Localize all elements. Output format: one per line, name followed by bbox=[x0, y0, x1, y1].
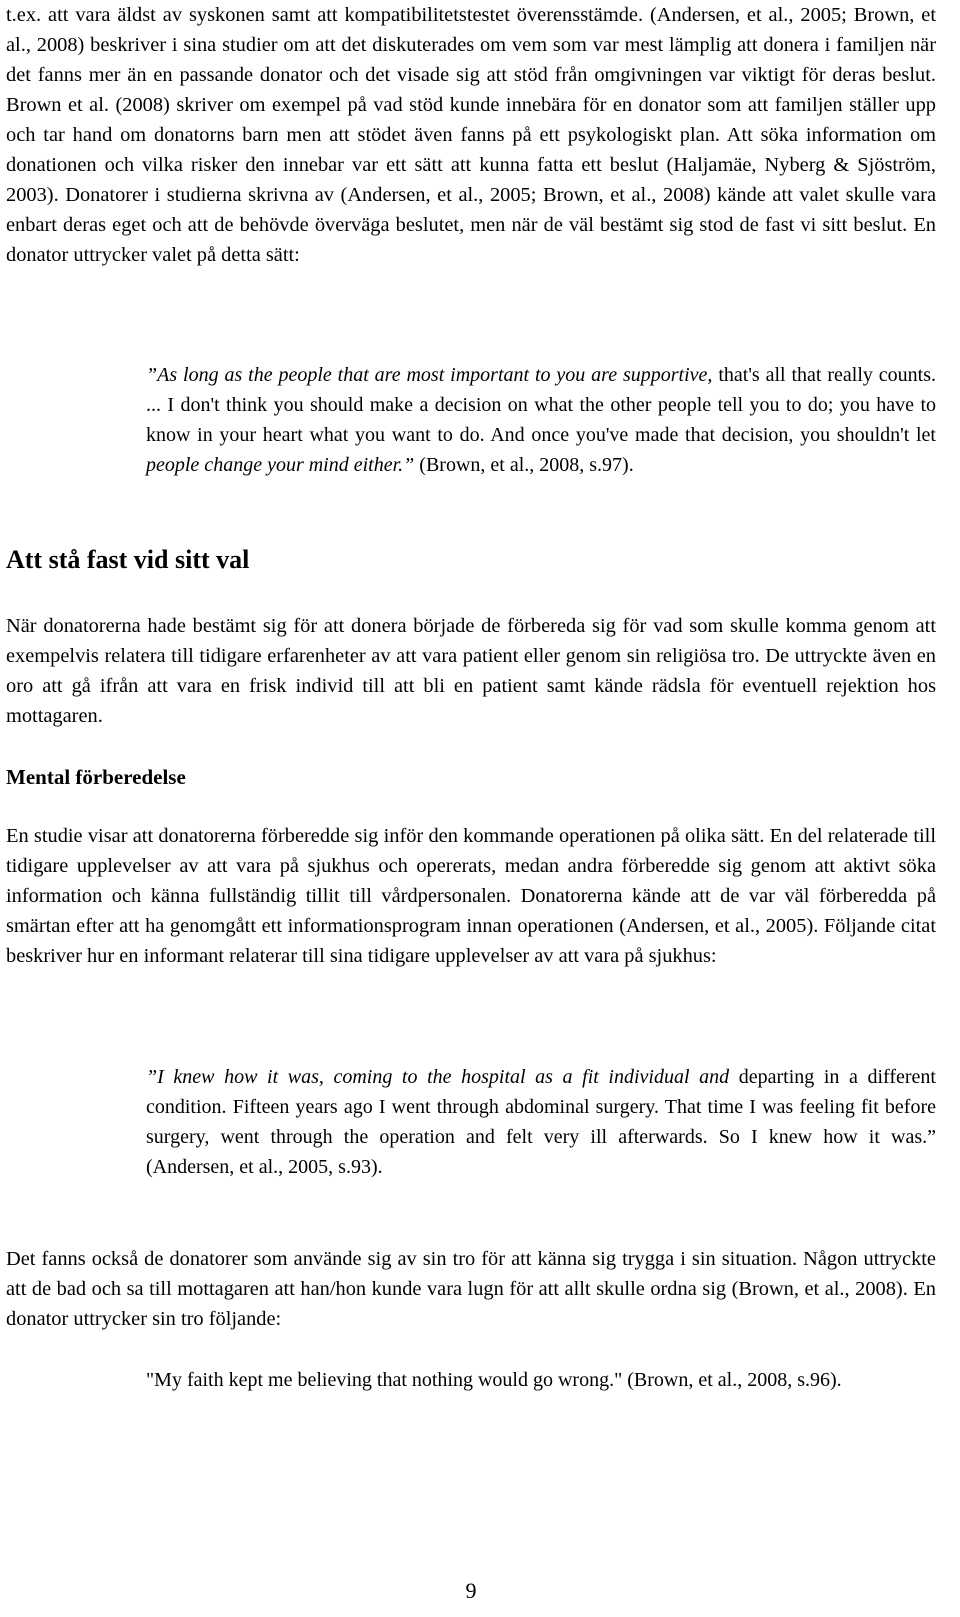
heading-mental-preparation: Mental förberedelse bbox=[6, 765, 186, 789]
quote-citation: (Brown, et al., 2008, s.97). bbox=[414, 454, 634, 476]
quote-citation: (Brown, et al., 2008, s.96). bbox=[622, 1369, 842, 1391]
quote-brown-supportive bbox=[146, 360, 936, 480]
quote-andersen-hospital bbox=[146, 1062, 936, 1182]
paragraph-faith: Det fanns också de donatorer som använde sig av sin tro för att känna sig trygga i sin situation. Någon uttryckte att de bad och sa till mottagaren att han/hon kunde vara lugn för att allt skulle ordna sig (Brown, et al., 2008). En donator uttrycker sin tro följande: bbox=[6, 1248, 936, 1330]
heading-stand-firm: Att stå fast vid sitt val bbox=[6, 545, 250, 574]
quote-body: departing in a different condition. Fifteen years ago I went through abdominal surgery. That time I was feeling fit before surgery, went through the operation and felt very ill afterwards. So I knew how it was.” bbox=[146, 1066, 936, 1148]
paragraph-mental-study: En studie visar att donatorerna förberedde sig inför den kommande operationen på olika sätt. En del relaterade till tidigare upplevelser av att vara på sjukhus och opererats, medan andra förberedde sig genom att aktivt söka information och känna fullständig tillit till vårdpersonalen. Donatorerna kände att de var väl förberedda på smärtan efter att ha genomgått ett informationsprogram innan operationen (Andersen, et al., 2005). Följande citat beskriver hur en informant relaterar till sina tidigare upplevelser av att vara på sjukhus: bbox=[6, 825, 936, 967]
page-number: 9 bbox=[465, 1578, 477, 1603]
quote-citation: (Andersen, et al., 2005, s.93). bbox=[146, 1156, 383, 1178]
quote-brown-faith bbox=[146, 1365, 842, 1395]
quote-body: "My faith kept me believing that nothing would go wrong." bbox=[146, 1369, 623, 1391]
paragraph-preparation: När donatorerna hade bestämt sig för att donera började de förbereda sig för vad som skulle komma genom att exempelvis relatera till tidigare erfarenheter av att vara patient eller genom sin religiösa tro. De uttryckte även en oro att gå ifrån att vara en frisk individ till att bli en patient samt kände rädsla för eventuell rejektion hos mottagaren. bbox=[6, 615, 936, 727]
quote-italic-open: ”I knew how it was, coming to the hospital as a fit individual and bbox=[146, 1066, 730, 1088]
quote-italic-close: people change your mind either.” bbox=[146, 454, 415, 476]
quote-italic-open: ”As long as the people that are most important to you are supportive, bbox=[146, 364, 713, 386]
quote-body: that's all that really counts. ... I don't think you should make a decision on what the other people tell you to do; you have to know in your heart what you want to do. And once you've made that decision, you shouldn't let bbox=[146, 364, 937, 446]
paragraph-donor-choice: t.ex. att vara äldst av syskonen samt att kompatibilitetstestet överensstämde. (Andersen, et al., 2005; Brown, et al., 2008) beskriver i sina studier om att det diskuterades om vem som var mest lämplig att donera i familjen när det fanns mer än en passande donator och det visade sig att stöd från omgivningen var viktigt för deras beslut. Brown et al. (2008) skriver om exempel på vad stöd kunde innebära för en donator som att familjen ställer upp och tar hand om donatorns barn men att stödet även fanns på ett psykologiskt plan. Att söka information om donationen och vilka risker den innebar var ett sätt att kunna fatta ett beslut (Haljamäe, Nyberg & Sjöström, 2003). Donatorer i studierna skrivna av (Andersen, et al., 2005; Brown, et al., 2008) kände att valet skulle vara enbart deras eget och att de behövde överväga beslutet, men när de väl bestämt sig stod de fast vi sitt beslut. En donator uttrycker valet på detta sätt: bbox=[6, 4, 936, 266]
